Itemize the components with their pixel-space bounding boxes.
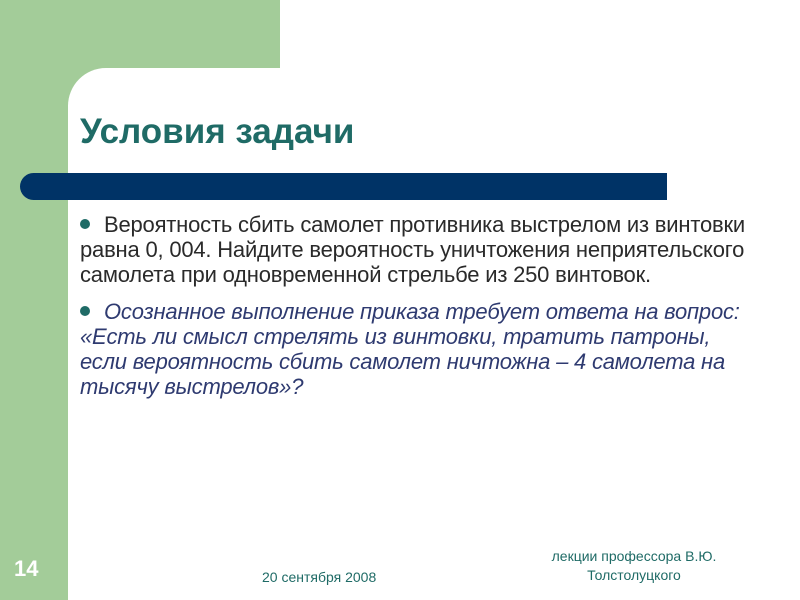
bullet-icon	[80, 306, 90, 316]
slide-number: 14	[14, 556, 39, 581]
slide-title: Условия задачи	[80, 112, 355, 151]
slide-body	[80, 212, 760, 399]
footer-date: 20 сентября 2008	[262, 569, 377, 585]
bullet-problem-statement	[80, 212, 760, 287]
footer-author-line2: Толстолуцкого	[587, 567, 681, 583]
title-underline-bar	[20, 173, 667, 200]
problem-text: Вероятность сбить самолет противника выстрелом из винтовки равна 0, 004. Найдите вероятность уничтожения неприятельского самолета при одновременной стрельбе из 250 винтовок.	[80, 212, 745, 287]
question-text: Осознанное выполнение приказа требует ответа на вопрос: «Есть ли смысл стрелять из винтовки, тратить патроны, если вероятность сбить самолет ничтожна – 4 самолета на тысячу выстрелов»?	[80, 299, 740, 399]
footer-author-line1: лекции профессора В.Ю.	[551, 548, 717, 564]
footer-author	[520, 547, 748, 585]
bullet-question	[80, 299, 760, 399]
bullet-icon	[80, 219, 90, 229]
